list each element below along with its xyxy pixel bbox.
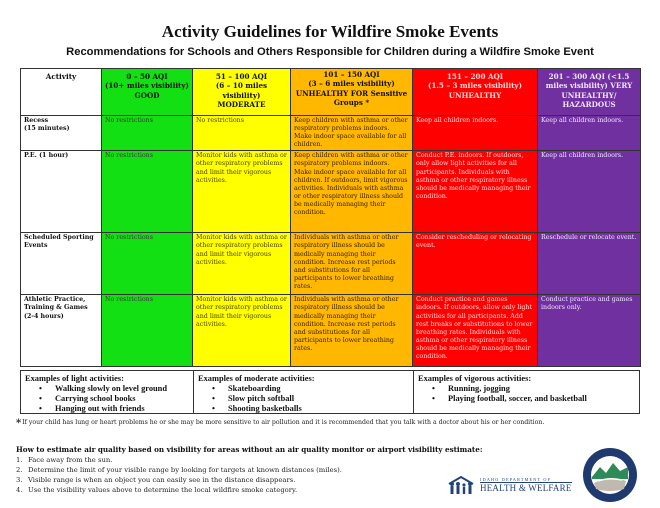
guidelines-table: [20, 68, 641, 367]
activity-header: Activity: [21, 69, 102, 116]
footnote-marker: *: [16, 418, 22, 429]
table-row: [21, 151, 641, 233]
guideline-cell: No restrictions: [102, 151, 193, 233]
category-header-moderate: [193, 69, 291, 116]
table-row: [21, 295, 641, 367]
table-row: [21, 116, 641, 151]
instruction-step: [16, 485, 446, 495]
table-row: [21, 233, 641, 295]
step-number: 1.: [16, 456, 23, 464]
aqi-range: 51 – 100 AQI: [215, 72, 268, 81]
aqi-range: 151 – 200 AQI: [446, 72, 504, 81]
aqi-range: 0 – 50 AQI: [126, 72, 168, 81]
aqi-level: UNHEALTHY: [448, 90, 502, 100]
visibility-instructions: [16, 445, 483, 495]
list-item: • Carrying school books: [39, 394, 189, 404]
activity-name: Recess: [24, 117, 49, 124]
list-item: • Walking slowly on level ground: [39, 384, 189, 394]
step-number: 2.: [16, 466, 23, 474]
examples-heading: Examples of moderate activities:: [198, 374, 315, 383]
step-text: Use the visibility values above to determine the local wildfire smoke category.: [28, 486, 298, 494]
instructions-list: [16, 455, 446, 495]
document-subtitle: Recommendations for Schools and Others Responsible for Children during a Wildfire Smoke Event: [66, 46, 594, 58]
examples-list: [25, 384, 189, 414]
visibility-range: (3 – 6 miles visibility): [308, 79, 395, 89]
vigorous-activities: [413, 371, 639, 413]
header-row: [21, 69, 641, 116]
guideline-cell: Individuals with asthma or other respiratory illness should be medically managing their condition. Increase rest periods and substitutions for all participants to lower breathing rates.: [291, 233, 413, 295]
category-header-good: [102, 69, 193, 116]
aqi-level: UNHEALTHY/ HAZARDOUS: [561, 90, 617, 109]
list-item: • Running, jogging: [432, 384, 635, 394]
activity-cell: [21, 233, 102, 295]
activity-cell: [21, 116, 102, 151]
activity-duration: (15 minutes): [24, 125, 70, 133]
step-number: 4.: [16, 486, 23, 494]
activity-name: Athletic Practice, Training & Games: [24, 296, 88, 312]
step-number: 3.: [16, 476, 23, 484]
guideline-cell: No restrictions: [102, 233, 193, 295]
step-text: Determine the limit of your visible range by looking for targets at known distances (miles).: [28, 466, 342, 474]
guideline-cell: Reschedule or relocate event.: [538, 233, 641, 295]
health-welfare-logo: [446, 475, 572, 495]
footnote: [16, 418, 544, 429]
guideline-cell: Monitor kids with asthma or other respiratory problems and limit their vigorous activities.: [193, 233, 291, 295]
list-item: • Shooting basketballs: [212, 404, 409, 414]
guideline-cell: No restrictions: [193, 116, 291, 151]
guideline-cell: Keep all children indoors.: [413, 116, 538, 151]
family-house-icon: [446, 475, 476, 495]
guideline-cell: Keep all children indoors.: [538, 116, 641, 151]
logo-org-name: HEALTH & WELFARE: [480, 483, 572, 493]
guideline-cell: Individuals with asthma or other respiratory illness should be medically managing their condition. Increase rest periods and substitutions for all participants to lower breathing rates.: [291, 295, 413, 367]
examples-list: [418, 384, 635, 404]
activity-name: Scheduled Sporting Events: [24, 234, 94, 250]
step-text: Face away from the sun.: [28, 456, 113, 464]
logo-org-line: IDAHO DEPARTMENT OF: [480, 477, 572, 483]
guideline-cell: Conduct P.E. indoors. If outdoors, only allow light activities for all participants. Individuals with asthma or other respiratory illness should be medically managing their condition.: [413, 151, 538, 233]
examples-list: [198, 384, 409, 414]
guideline-cell: No restrictions: [102, 295, 193, 367]
list-item: • Playing football, soccer, and basketball: [432, 394, 635, 404]
document-title: Activity Guidelines for Wildfire Smoke Events: [161, 22, 499, 41]
visibility-range: miles visibility) VERY: [545, 81, 633, 91]
examples-heading: Examples of vigorous activities:: [418, 374, 532, 383]
category-header-usg: [291, 69, 413, 116]
guideline-cell: Keep children with asthma or other respiratory problems indoors. Make indoor space available for all children. If outdoors, limit vigorous activities. Individuals with asthma or other respiratory illness should be medically managing their condition.: [291, 151, 413, 233]
examples-heading: Examples of light activities:: [25, 374, 124, 383]
moderate-activities: [193, 371, 413, 413]
instruction-step: [16, 465, 446, 475]
aqi-range: 201 – 300 AQI (<1.5: [548, 72, 630, 81]
deq-seal-icon: [582, 447, 638, 503]
instruction-step: [16, 455, 446, 465]
footnote-text: If your child has lung or heart problems he or she may be more sensitive to air pollution and it is recommended that you talk with a doctor about his or her condition.: [22, 419, 545, 426]
aqi-level: MODERATE: [217, 99, 266, 109]
step-text: Visible range is when an object you can easily see in the distance disappears.: [28, 476, 296, 484]
guideline-cell: Consider rescheduling or relocating event.: [413, 233, 538, 295]
activity-name: P.E. (1 hour): [24, 152, 69, 160]
guideline-cell: Monitor kids with asthma or other respiratory problems and limit their vigorous activities.: [193, 295, 291, 367]
visibility-range: (6 – 10 miles visibility): [215, 81, 268, 100]
category-header-unhealthy: [413, 69, 538, 116]
aqi-level: UNHEALTHY FOR Sensitive Groups *: [295, 88, 408, 107]
guideline-cell: No restrictions: [102, 116, 193, 151]
list-item: • Hanging out with friends: [39, 404, 189, 414]
activity-examples-box: [20, 370, 640, 414]
visibility-range: (10+ miles visibility): [105, 81, 189, 91]
guideline-cell: Conduct practice and games indoors only.: [538, 295, 641, 367]
visibility-range: (1.5 – 3 miles visibility): [428, 81, 522, 91]
activity-cell: [21, 295, 102, 367]
guideline-cell: Keep children with asthma or other respiratory problems indoors. Make indoor space available for all children.: [291, 116, 413, 151]
category-header-hazardous: [538, 69, 641, 116]
light-activities: [21, 371, 193, 413]
aqi-range: 101 – 150 AQI: [323, 70, 380, 79]
list-item: • Slow pitch softball: [212, 394, 409, 404]
instructions-heading: How to estimate air quality based on visibility for areas without an air quality monitor or airport visibility estimate:: [16, 445, 483, 454]
guideline-cell: Conduct practice and games indoors. If outdoors, allow only light activities for all participants. Add rest breaks or substitutions to lower breathing rates. Individuals with asthma or other respiratory illness should be medically managing their condition.: [413, 295, 538, 367]
instruction-step: [16, 475, 446, 485]
guideline-cell: Monitor kids with asthma or other respiratory problems and limit their vigorous activities.: [193, 151, 291, 233]
list-item: • Skateboarding: [212, 384, 409, 394]
activity-duration: (2-4 hours): [24, 312, 64, 320]
activity-cell: [21, 151, 102, 233]
guideline-cell: Keep all children indoors.: [538, 151, 641, 233]
aqi-level: GOOD: [134, 90, 160, 100]
